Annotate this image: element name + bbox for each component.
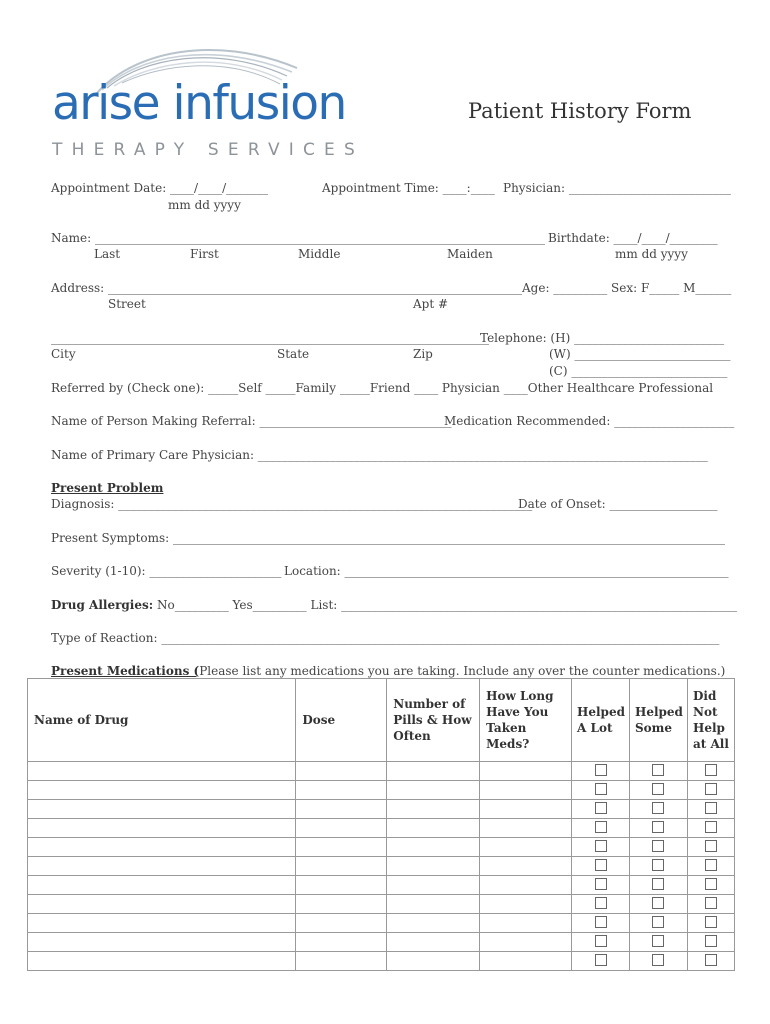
did-not-help-checkbox-cell: [687, 762, 734, 781]
duration-input[interactable]: [480, 914, 572, 933]
col-how-long: How Long Have You Taken Meds?: [480, 679, 572, 762]
address-hint-apt: Apt #: [413, 297, 449, 311]
helped-some-checkbox[interactable]: [652, 783, 664, 795]
medication-recommended-field[interactable]: Medication Recommended: ____________________: [444, 414, 735, 428]
dose-input[interactable]: [296, 952, 387, 971]
pills-frequency-input[interactable]: [387, 914, 480, 933]
helped-a-lot-checkbox-cell: [572, 838, 630, 857]
did-not-help-checkbox-cell: [687, 857, 734, 876]
helped-a-lot-checkbox-cell: [572, 857, 630, 876]
col-helped-a-lot: Helped A Lot: [572, 679, 630, 762]
type-of-reaction-field[interactable]: Type of Reaction: _____________________________________________________________________________________________: [51, 631, 720, 645]
present-medications-heading: [51, 664, 725, 678]
helped-some-checkbox-cell: [630, 857, 688, 876]
col-name-of-drug: Name of Drug: [28, 679, 296, 762]
pills-frequency-input[interactable]: [387, 895, 480, 914]
helped-some-checkbox[interactable]: [652, 916, 664, 928]
dose-input[interactable]: [296, 914, 387, 933]
dose-input[interactable]: [296, 838, 387, 857]
pills-frequency-input[interactable]: [387, 952, 480, 971]
pills-frequency-input[interactable]: [387, 857, 480, 876]
logo-subtitle: THERAPY SERVICES: [52, 140, 364, 160]
diagnosis-field[interactable]: Diagnosis: _____________________________________________________________________: [51, 497, 533, 511]
dose-input[interactable]: [296, 819, 387, 838]
helped-some-checkbox-cell: [630, 800, 688, 819]
date-of-onset-field[interactable]: Date of Onset: __________________: [518, 497, 718, 511]
dose-input[interactable]: [296, 781, 387, 800]
helped-a-lot-checkbox[interactable]: [595, 859, 607, 871]
appointment-date-hint: mm dd yyyy: [168, 198, 241, 212]
helped-some-checkbox[interactable]: [652, 935, 664, 947]
helped-some-checkbox-cell: [630, 762, 688, 781]
drug-name-input[interactable]: [28, 952, 296, 971]
drug-name-input[interactable]: [28, 857, 296, 876]
appointment-date-field[interactable]: Appointment Date: ____/____/_______: [51, 181, 269, 195]
helped-a-lot-checkbox-cell: [572, 895, 630, 914]
did-not-help-checkbox-cell: [687, 895, 734, 914]
did-not-help-checkbox-cell: [687, 933, 734, 952]
pills-frequency-input[interactable]: [387, 800, 480, 819]
duration-input[interactable]: [480, 800, 572, 819]
logo-text: arise infusion: [52, 76, 346, 131]
col-dose: Dose: [296, 679, 387, 762]
dose-input[interactable]: [296, 762, 387, 781]
telephone-home-field[interactable]: Telephone: (H) _________________________: [480, 331, 725, 345]
helped-some-checkbox-cell: [630, 914, 688, 933]
helped-a-lot-checkbox-cell: [572, 876, 630, 895]
helped-some-checkbox-cell: [630, 819, 688, 838]
name-hint-middle: Middle: [298, 247, 341, 261]
helped-a-lot-checkbox[interactable]: [595, 954, 607, 966]
present-medications-instructions: Please list any medications you are taking. Include any over the counter medications.): [199, 664, 726, 678]
helped-a-lot-checkbox-cell: [572, 933, 630, 952]
appointment-time-field[interactable]: Appointment Time: ____:____: [322, 181, 495, 195]
did-not-help-checkbox-cell: [687, 838, 734, 857]
helped-a-lot-checkbox[interactable]: [595, 878, 607, 890]
helped-a-lot-checkbox[interactable]: [595, 764, 607, 776]
helped-a-lot-checkbox-cell: [572, 819, 630, 838]
duration-input[interactable]: [480, 762, 572, 781]
table-row: [28, 781, 735, 800]
drug-allergies-field[interactable]: [51, 598, 737, 612]
table-row: [28, 952, 735, 971]
col-number-of-pills: Number of Pills & How Often: [387, 679, 480, 762]
page-title: Patient History Form: [468, 99, 692, 123]
col-helped-some: Helped Some: [630, 679, 688, 762]
name-hint-first: First: [190, 247, 219, 261]
helped-a-lot-checkbox-cell: [572, 952, 630, 971]
table-row: [28, 876, 735, 895]
address-field[interactable]: Address: _____________________________________________________________________: [51, 281, 523, 295]
helped-a-lot-checkbox[interactable]: [595, 783, 607, 795]
did-not-help-checkbox[interactable]: [705, 840, 717, 852]
duration-input[interactable]: [480, 952, 572, 971]
city-state-zip-field[interactable]: _________________________________________________________________________: [51, 331, 489, 345]
duration-input[interactable]: [480, 876, 572, 895]
did-not-help-checkbox-cell: [687, 781, 734, 800]
duration-input[interactable]: [480, 838, 572, 857]
drug-name-input[interactable]: [28, 838, 296, 857]
dose-input[interactable]: [296, 895, 387, 914]
drug-name-input[interactable]: [28, 933, 296, 952]
table-row: [28, 800, 735, 819]
helped-a-lot-checkbox-cell: [572, 762, 630, 781]
did-not-help-checkbox[interactable]: [705, 821, 717, 833]
drug-name-input[interactable]: [28, 914, 296, 933]
drug-name-input[interactable]: [28, 895, 296, 914]
physician-field[interactable]: Physician: ___________________________: [503, 181, 731, 195]
pills-frequency-input[interactable]: [387, 933, 480, 952]
city-hint: City: [51, 347, 76, 361]
pills-frequency-input[interactable]: [387, 762, 480, 781]
location-field[interactable]: Location: ________________________________________________________________: [284, 564, 729, 578]
helped-some-checkbox-cell: [630, 838, 688, 857]
helped-some-checkbox[interactable]: [652, 802, 664, 814]
drug-allergies-label: Drug Allergies:: [51, 598, 154, 612]
helped-some-checkbox[interactable]: [652, 897, 664, 909]
sex-field[interactable]: Sex: F_____ M______: [611, 281, 732, 295]
telephone-cell-field[interactable]: (C) __________________________: [549, 364, 728, 378]
did-not-help-checkbox-cell: [687, 876, 734, 895]
helped-some-checkbox[interactable]: [652, 878, 664, 890]
name-field[interactable]: Name: ___________________________________________________________________________: [51, 231, 545, 245]
duration-input[interactable]: [480, 933, 572, 952]
pills-frequency-input[interactable]: [387, 781, 480, 800]
drug-name-input[interactable]: [28, 876, 296, 895]
telephone-work-field[interactable]: (W) __________________________: [549, 347, 731, 361]
did-not-help-checkbox[interactable]: [705, 935, 717, 947]
helped-a-lot-checkbox-cell: [572, 914, 630, 933]
did-not-help-checkbox[interactable]: [705, 859, 717, 871]
did-not-help-checkbox-cell: [687, 800, 734, 819]
referred-by-field[interactable]: Referred by (Check one): _____Self _____Family _____Friend ____ Physician ____Other Healthcare Professional: [51, 381, 714, 395]
primary-care-field[interactable]: Name of Primary Care Physician: ___________________________________________________________________________: [51, 448, 708, 462]
did-not-help-checkbox-cell: [687, 819, 734, 838]
dose-input[interactable]: [296, 876, 387, 895]
helped-a-lot-checkbox[interactable]: [595, 821, 607, 833]
name-hint-last: Last: [94, 247, 121, 261]
table-row: [28, 933, 735, 952]
present-medications-title: Present Medications (: [51, 664, 200, 678]
present-problem-heading: Present Problem: [51, 481, 164, 495]
state-hint: State: [277, 347, 310, 361]
table-row: [28, 819, 735, 838]
helped-some-checkbox-cell: [630, 781, 688, 800]
duration-input[interactable]: [480, 819, 572, 838]
duration-input[interactable]: [480, 857, 572, 876]
helped-a-lot-checkbox-cell: [572, 781, 630, 800]
table-row: [28, 838, 735, 857]
did-not-help-checkbox[interactable]: [705, 878, 717, 890]
drug-name-input[interactable]: [28, 762, 296, 781]
duration-input[interactable]: [480, 781, 572, 800]
medications-header-row: [28, 679, 735, 762]
birthdate-hint: mm dd yyyy: [615, 247, 688, 261]
age-field[interactable]: Age: _________: [522, 281, 608, 295]
zip-hint: Zip: [413, 347, 433, 361]
drug-name-input[interactable]: [28, 800, 296, 819]
pills-frequency-input[interactable]: [387, 876, 480, 895]
helped-some-checkbox-cell: [630, 933, 688, 952]
did-not-help-checkbox[interactable]: [705, 764, 717, 776]
dose-input[interactable]: [296, 800, 387, 819]
table-row: [28, 914, 735, 933]
drug-allergies-options[interactable]: No_________ Yes_________ List: __________________________________________________________________: [153, 598, 738, 612]
col-did-not-help: Did Not Help at All: [687, 679, 734, 762]
helped-some-checkbox[interactable]: [652, 821, 664, 833]
helped-some-checkbox[interactable]: [652, 954, 664, 966]
did-not-help-checkbox-cell: [687, 914, 734, 933]
helped-a-lot-checkbox[interactable]: [595, 897, 607, 909]
present-symptoms-field[interactable]: Present Symptoms: ____________________________________________________________________________________________: [51, 531, 726, 545]
dose-input[interactable]: [296, 857, 387, 876]
did-not-help-checkbox-cell: [687, 952, 734, 971]
birthdate-field[interactable]: Birthdate: ____/____/________: [548, 231, 718, 245]
helped-a-lot-checkbox[interactable]: [595, 802, 607, 814]
helped-some-checkbox-cell: [630, 876, 688, 895]
helped-some-checkbox[interactable]: [652, 859, 664, 871]
pills-frequency-input[interactable]: [387, 838, 480, 857]
person-referral-field[interactable]: Name of Person Making Referral: ________________________________: [51, 414, 452, 428]
did-not-help-checkbox[interactable]: [705, 802, 717, 814]
name-hint-maiden: Maiden: [447, 247, 493, 261]
helped-some-checkbox[interactable]: [652, 840, 664, 852]
duration-input[interactable]: [480, 895, 572, 914]
helped-some-checkbox-cell: [630, 895, 688, 914]
helped-some-checkbox-cell: [630, 952, 688, 971]
severity-field[interactable]: Severity (1-10): ______________________: [51, 564, 282, 578]
table-row: [28, 762, 735, 781]
helped-a-lot-checkbox[interactable]: [595, 916, 607, 928]
dose-input[interactable]: [296, 933, 387, 952]
table-row: [28, 895, 735, 914]
did-not-help-checkbox[interactable]: [705, 916, 717, 928]
address-hint-street: Street: [108, 297, 146, 311]
helped-a-lot-checkbox[interactable]: [595, 935, 607, 947]
helped-some-checkbox[interactable]: [652, 764, 664, 776]
did-not-help-checkbox[interactable]: [705, 783, 717, 795]
did-not-help-checkbox[interactable]: [705, 954, 717, 966]
helped-a-lot-checkbox[interactable]: [595, 840, 607, 852]
drug-name-input[interactable]: [28, 819, 296, 838]
did-not-help-checkbox[interactable]: [705, 897, 717, 909]
helped-a-lot-checkbox-cell: [572, 800, 630, 819]
drug-name-input[interactable]: [28, 781, 296, 800]
medications-table: [27, 678, 735, 971]
table-row: [28, 857, 735, 876]
pills-frequency-input[interactable]: [387, 819, 480, 838]
